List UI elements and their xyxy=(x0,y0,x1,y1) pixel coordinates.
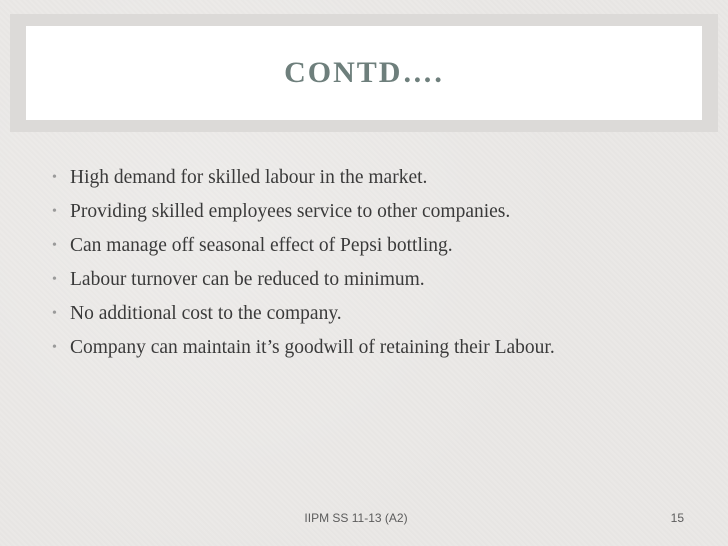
bullet-icon: • xyxy=(52,272,57,287)
bullet-text: Labour turnover can be reduced to minimum. xyxy=(70,269,425,290)
bullet-item xyxy=(50,231,710,265)
bullet-item xyxy=(50,163,710,197)
footer-text: IIPM SS 11-13 (A2) xyxy=(304,511,408,525)
title-box xyxy=(26,26,702,120)
slide-title: CONTD…. xyxy=(284,56,444,89)
bullet-list xyxy=(50,163,710,367)
bullet-item xyxy=(50,333,710,367)
bullet-text: Providing skilled employees service to other companies. xyxy=(70,201,511,222)
bullet-text: No additional cost to the company. xyxy=(70,303,342,324)
bullet-icon: • xyxy=(52,340,57,355)
bullet-icon: • xyxy=(52,306,57,321)
bullet-icon: • xyxy=(52,204,57,219)
bullet-item xyxy=(50,197,710,231)
bullet-text: Company can maintain it’s goodwill of retaining their Labour. xyxy=(70,337,555,358)
page-number: 15 xyxy=(670,511,684,525)
bullet-icon: • xyxy=(52,238,57,253)
bullet-item xyxy=(50,299,710,333)
bullet-text: High demand for skilled labour in the market. xyxy=(70,167,428,188)
bullet-item xyxy=(50,265,710,299)
bullet-icon: • xyxy=(52,170,57,185)
footer xyxy=(0,511,728,525)
bullet-text: Can manage off seasonal effect of Pepsi bottling. xyxy=(70,235,453,256)
